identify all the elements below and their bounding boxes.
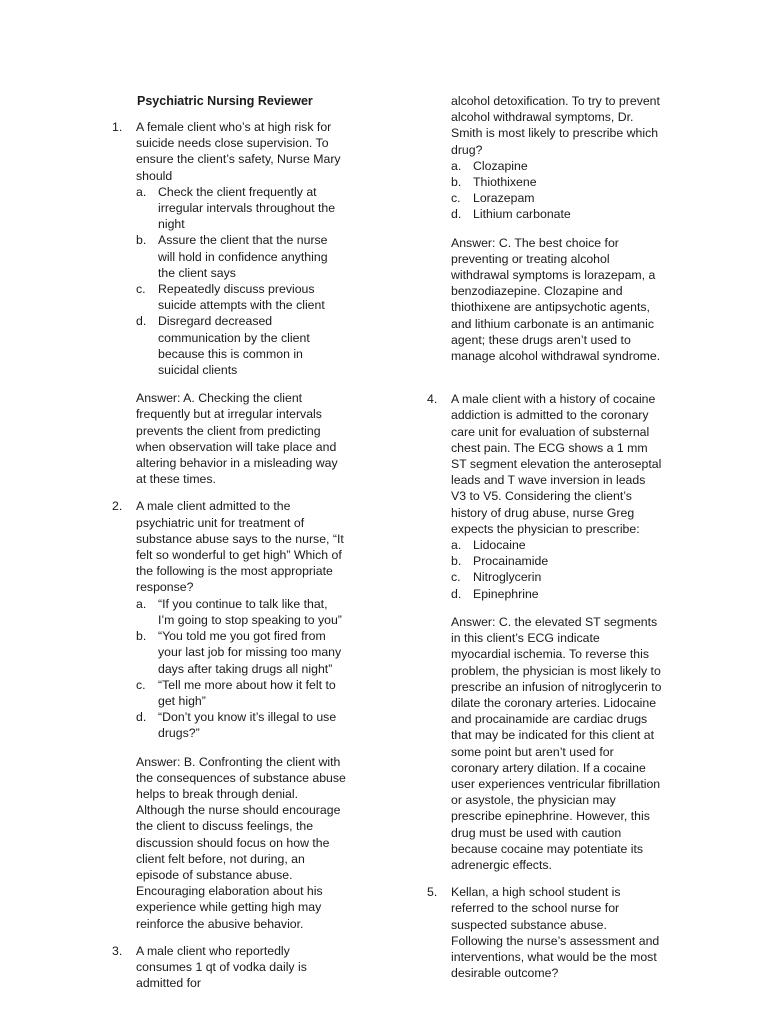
option-c [451,190,662,206]
option-list [136,184,347,378]
option-a [136,184,347,233]
option-list [136,596,347,742]
option-text: Assure the client that the nurse will hold in confidence anything the client says [158,233,328,280]
question-5 [427,884,662,981]
left-column [112,119,347,991]
question-stem: A male client who reportedly consumes 1 qt of vodka daily is admitted for [136,943,307,991]
question-number: 4. [427,392,438,407]
option-text: Lidocaine [473,538,526,553]
option-d [136,313,347,378]
question-2 [112,498,347,931]
option-text: Thiothixene [473,175,537,190]
option-text: Procainamide [473,554,549,569]
question-number: 5. [427,885,438,900]
question-stem: A male client with a history of cocaine addiction is admitted to the coronary care unit for evaluation of substernal chest pain. The ECG shows a 1 mm ST segment elevation the anteroseptal leads and T wave inversion in leads V3 to V5. Considering the client’s history of drug abuse, nurse Greg expects the physician to prescribe: [451,392,662,536]
option-b [136,232,347,281]
option-letter: c. [136,282,146,297]
answer-paragraph: Answer: B. Confronting the client with the consequences of substance abuse helps to break through denial. Although the nurse should encourage the client to discuss feelings, the discussion should focus on how the client felt before, not during, an episode of substance abuse. Encouraging elaboration about his experience while getting high may reinforce the abusive behavior. [136,754,346,931]
question-number: 1. [112,120,123,134]
option-letter: d. [136,314,147,329]
option-text: “You told me you got fired from your last job for missing too many days after taking drugs all night” [158,629,342,676]
option-letter: d. [451,586,462,601]
option-list [451,537,662,602]
option-list [451,158,662,223]
option-b [451,174,662,190]
option-letter: b. [451,554,462,569]
option-a [451,537,662,553]
question-4 [427,391,662,873]
option-text: Clozapine [473,158,528,173]
option-a [451,158,662,174]
page-title: Psychiatric Nursing Reviewer [137,94,313,108]
option-a [136,596,347,628]
question-stem: alcohol detoxification. To try to prevent alcohol withdrawal symptoms, Dr. Smith is most likely to prescribe which drug? [451,94,660,157]
option-letter: a. [136,596,147,611]
question-stem: A male client admitted to the psychiatric unit for treatment of substance abuse says to the nurse, “It felt so wonderful to get high” Which of the following is the most appropriate response? [136,499,344,595]
question-stem: A female client who’s at high risk for suicide needs close supervision. To ensure the client’s safety, Nurse Mary should [136,120,341,183]
option-letter: b. [136,629,147,644]
option-text: “Tell me more about how it felt to get high” [158,677,336,708]
option-letter: c. [451,191,461,206]
option-text: Epinephrine [473,586,539,601]
option-c [136,281,347,313]
option-text: Check the client frequently at irregular intervals throughout the night [158,184,336,232]
option-text: “Don’t you know it’s illegal to use drugs?” [158,710,337,741]
question-1 [112,119,347,487]
option-b [451,553,662,569]
question-stem: Kellan, a high school student is referred to the school nurse for suspected substance abuse. Following the nurse’s assessment and interventions, what would be the most desirable outcome? [451,885,660,981]
option-text: Nitroglycerin [473,570,542,585]
option-letter: b. [451,175,462,190]
option-c [451,569,662,585]
option-d [451,206,662,222]
question-number: 3. [112,943,123,958]
option-letter: d. [136,710,147,725]
option-d [451,586,662,602]
option-letter: c. [136,677,146,692]
option-letter: d. [451,207,462,222]
question-3-start [112,943,347,992]
option-letter: a. [451,538,462,553]
option-text: Lorazepam [473,191,535,206]
answer-paragraph: Answer: A. Checking the client frequently but at irregular intervals prevents the client from predicting when observation will take place and altering behavior in a misleading way at these times. [136,391,338,487]
option-b [136,628,347,677]
answer-paragraph: Answer: C. the elevated ST segments in this client’s ECG indicate myocardial ischemia. To reverse this problem, the physician is most likely to prescribe an infusion of nitroglycerin to dilate the coronary arteries. Lidocaine and procainamide are cardiac drugs that may be indicated for this client at some point but aren’t used for coronary artery dilation. If a cocaine user experiences ventricular fibrillation or asystole, the physician may prescribe epinephrine. However, this drug must be used with caution because cocaine may potentiate its adrenergic effects. [451,614,662,872]
option-text: “If you continue to talk like that, I’m going to stop speaking to you” [158,596,342,627]
option-text: Disregard decreased communication by the client because this is common in suicidal clients [158,314,310,378]
right-column [427,93,662,981]
option-text: Repeatedly discuss previous suicide attempts with the client [158,282,325,313]
question-3-continued [427,93,662,364]
option-c [136,677,347,709]
option-letter: a. [136,184,147,199]
option-letter: a. [451,158,462,173]
option-text: Lithium carbonate [473,207,571,222]
question-number: 2. [112,499,123,514]
option-letter: c. [451,570,461,585]
answer-paragraph: Answer: C. The best choice for preventing or treating alcohol withdrawal symptoms is lorazepam, a benzodiazepine. Clozapine and thiothixene are antipsychotic agents, and lithium carbonate is an antimanic agent; these drugs aren’t used to manage alcohol withdrawal syndrome. [451,235,661,364]
option-letter: b. [136,233,147,248]
option-d [136,709,347,741]
